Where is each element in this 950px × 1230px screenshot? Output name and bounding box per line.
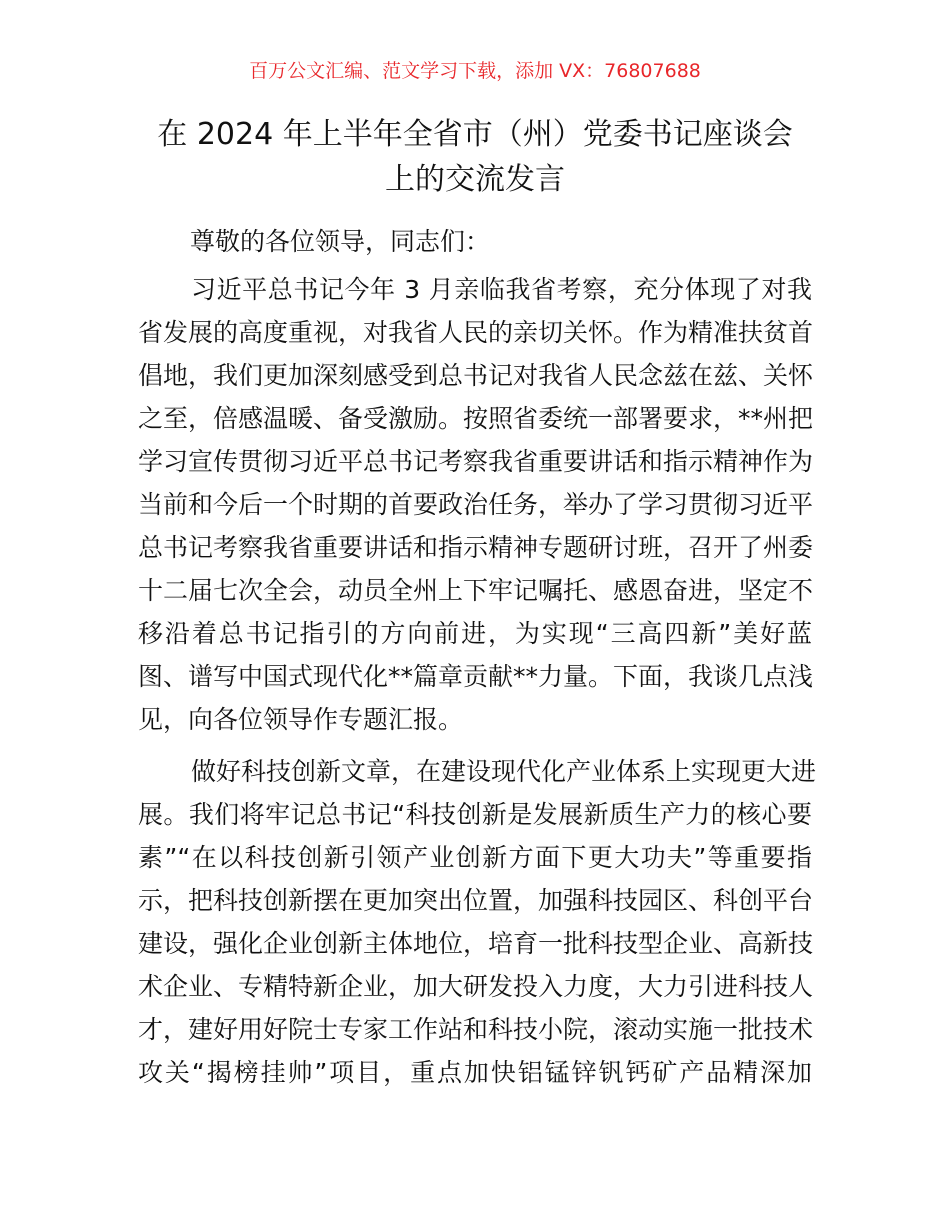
- paragraph-2: [138, 750, 817, 1094]
- text-line: 移沿着总书记指引的方向前进，为实现“三高四新”美好蓝: [138, 619, 812, 648]
- text-line: 素”“在以科技创新引领产业创新方面下更大功夫”等重要指: [138, 843, 812, 872]
- text-line: 攻关“揭榜挂帅”项目，重点加快铝锰锌钒钙矿产品精深加: [138, 1058, 812, 1087]
- text-line: 建设，强化企业创新主体地位，培育一批科技型企业、高新技: [138, 929, 814, 958]
- paragraph-1: [138, 268, 812, 741]
- text-line: 图、谱写中国式现代化**篇章贡献**力量。下面，我谈几点浅: [138, 662, 814, 691]
- text-line: 省发展的高度重视，对我省人民的亲切关怀。作为精准扶贫首: [138, 318, 814, 347]
- text-line: 才，建好用好院士专家工作站和科技小院，滚动实施一批技术: [138, 1015, 814, 1044]
- text-line: 展。我们将牢记总书记“科技创新是发展新质生产力的核心要: [138, 800, 812, 829]
- title-line-1: 在 2024 年上半年全省市（州）党委书记座谈会: [157, 117, 793, 152]
- text-line: 学习宣传贯彻习近平总书记考察我省重要讲话和指示精神作为: [138, 447, 814, 476]
- text-line: 示，把科技创新摆在更加突出位置，加强科技园区、科创平台: [138, 886, 814, 915]
- text-line: 做好科技创新文章，在建设现代化产业体系上实现更大进: [191, 757, 817, 786]
- text-line: 术企业、专精特新企业，加大研发投入力度，大力引进科技人: [138, 972, 814, 1001]
- text-line: 倡地，我们更加深刻感受到总书记对我省人民念兹在兹、关怀: [138, 361, 814, 390]
- text-line: 当前和今后一个时期的首要政治任务，举办了学习贯彻习近平: [138, 490, 814, 519]
- text-line: 十二届七次全会，动员全州上下牢记嘱托、感恩奋进，坚定不: [138, 576, 814, 605]
- title-line-2: 上的交流发言: [385, 162, 565, 197]
- text-line: 总书记考察我省重要讲话和指示精神专题研讨班，召开了州委: [138, 533, 814, 562]
- greeting: 尊敬的各位领导，同志们：: [190, 227, 491, 256]
- text-line: 之至，倍感温暖、备受激励。按照省委统一部署要求，**州把: [138, 404, 814, 433]
- text-line: 习近平总书记今年 3 月亲临我省考察，充分体现了对我: [191, 275, 812, 304]
- watermark-header: 百万公文汇编、范文学习下载，添加 VX：76807688: [249, 60, 701, 82]
- text-line: 见，向各位领导作专题汇报。: [138, 705, 464, 734]
